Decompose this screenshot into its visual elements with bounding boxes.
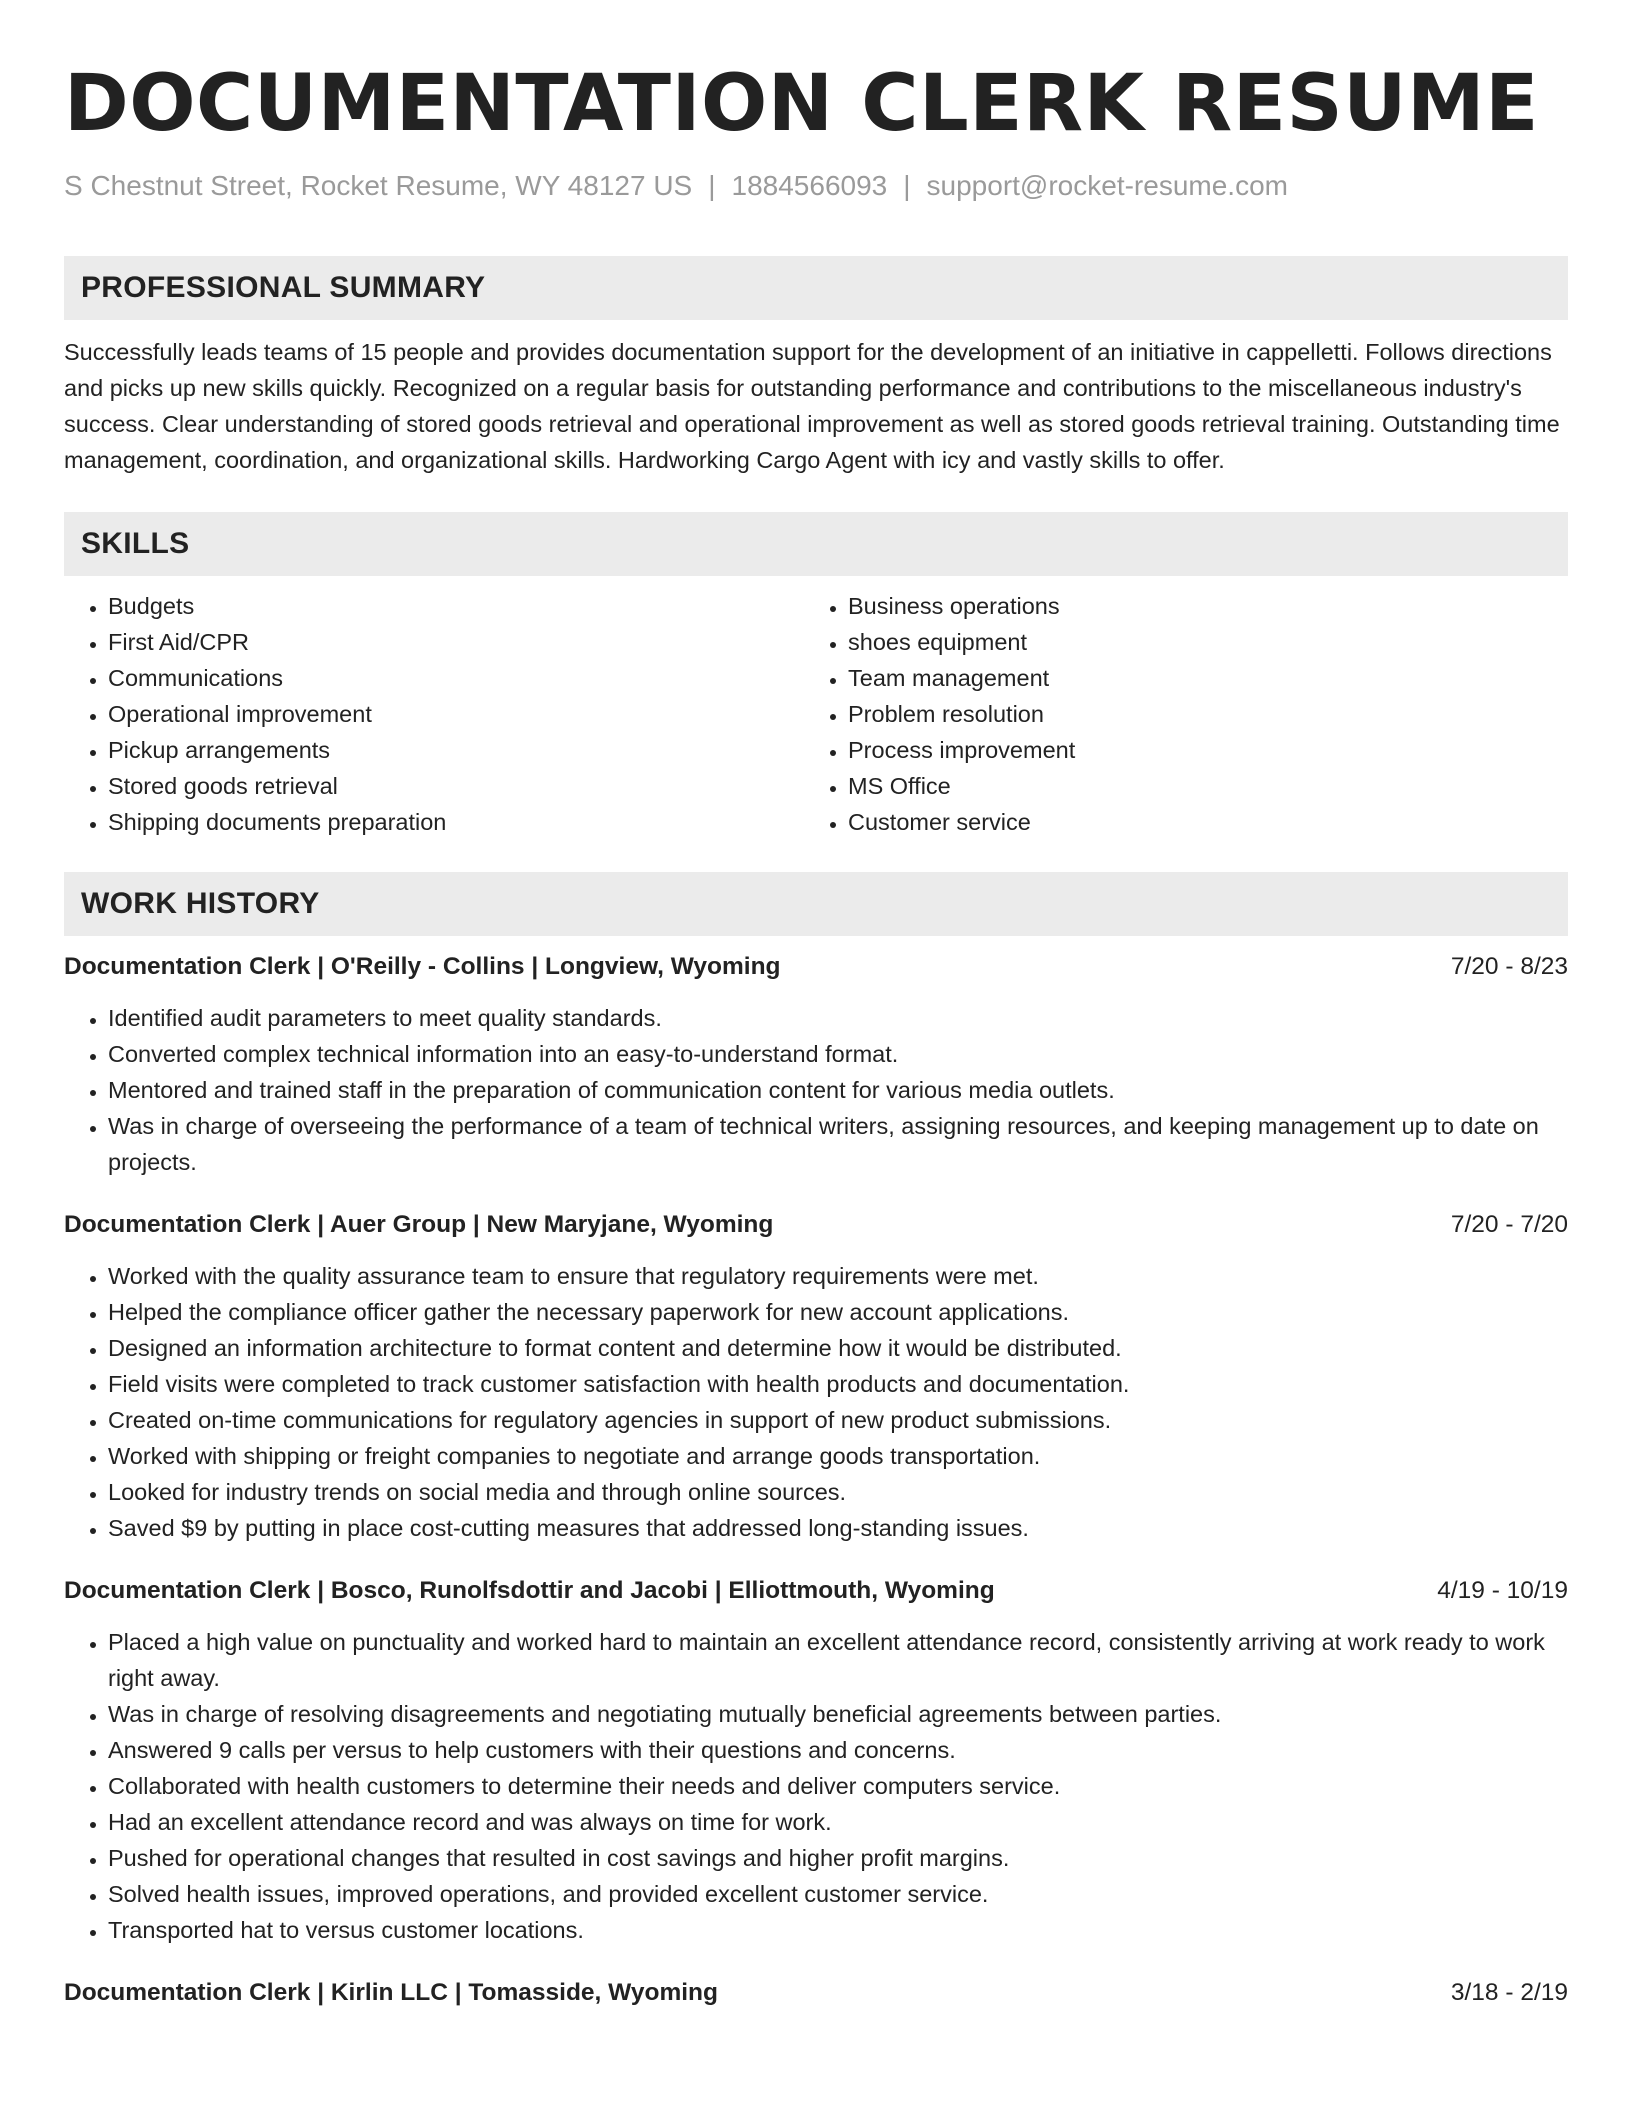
job-bullet: • Converted complex technical information into an easy-to-understand format. — [108, 1036, 1568, 1072]
job-bullet: • Mentored and trained staff in the preparation of communication content for various media outlets. — [108, 1072, 1568, 1108]
job-bullet: • Saved $9 by putting in place cost-cutting measures that addressed long-standing issues. — [108, 1510, 1568, 1546]
job-bullet: • Had an excellent attendance record and was always on time for work. — [108, 1804, 1568, 1840]
job-bullets — [64, 1258, 1568, 1546]
job-title: Documentation Clerk | Bosco, Runolfsdottir and Jacobi | Elliottmouth, Wyoming — [64, 1577, 995, 1604]
job-bullet: • Placed a high value on punctuality and worked hard to maintain an excellent attendance record, consistently arriving at work ready to work right away. — [108, 1624, 1568, 1696]
skill-item: • MS Office — [848, 768, 1561, 804]
job-title: Documentation Clerk | O'Reilly - Collins | Longview, Wyoming — [64, 953, 781, 980]
skill-item: • Shipping documents preparation — [108, 804, 804, 840]
contact-line — [64, 166, 1568, 206]
job-bullet: • Answered 9 calls per versus to help customers with their questions and concerns. — [108, 1732, 1568, 1768]
job-bullet: • Looked for industry trends on social media and through online sources. — [108, 1474, 1568, 1510]
job-bullet: • Pushed for operational changes that resulted in cost savings and higher profit margins. — [108, 1840, 1568, 1876]
skill-item: • Operational improvement — [108, 696, 804, 732]
job-bullet: • Identified audit parameters to meet quality standards. — [108, 1000, 1568, 1036]
job-bullet: • Transported hat to versus customer locations. — [108, 1912, 1568, 1948]
skills-column-left — [64, 588, 804, 840]
job-title: Documentation Clerk | Auer Group | New Maryjane, Wyoming — [64, 1211, 774, 1238]
skill-item: • Problem resolution — [848, 696, 1561, 732]
job-dates: 4/19 - 10/19 — [1437, 1577, 1568, 1604]
contact-email: support@rocket-resume.com — [926, 170, 1288, 201]
section-header-skills: SKILLS — [64, 512, 1568, 576]
job-bullets — [64, 1624, 1568, 1948]
job-entry — [64, 1974, 1568, 2012]
job-entry — [64, 1206, 1568, 1546]
job-bullet: • Collaborated with health customers to determine their needs and deliver computers service. — [108, 1768, 1568, 1804]
job-bullet: • Designed an information architecture to format content and determine how it would be distributed. — [108, 1330, 1568, 1366]
skill-item: • Stored goods retrieval — [108, 768, 804, 804]
resume-title: DOCUMENTATION CLERK RESUME — [64, 59, 1539, 149]
skill-item: • First Aid/CPR — [108, 624, 804, 660]
skill-item: • Team management — [848, 660, 1561, 696]
job-bullet: • Was in charge of resolving disagreements and negotiating mutually beneficial agreements between parties. — [108, 1696, 1568, 1732]
contact-separator: | — [708, 170, 716, 201]
job-bullet: • Helped the compliance officer gather the necessary paperwork for new account applications. — [108, 1294, 1568, 1330]
summary-text: Successfully leads teams of 15 people and provides documentation support for the development of an initiative in cappelletti. Follows directions and picks up new skills quickly. Recognized on a regular basis for outstanding performance and contributions to the miscellaneous industry's success. Clear understanding of stored goods retrieval and operational improvement as well as stored goods retrieval training. Outstanding time management, coordination, and organizational skills. Hardworking Cargo Agent with icy and vastly skills to offer. — [64, 339, 1560, 473]
job-bullet: • Was in charge of overseeing the performance of a team of technical writers, assigning resources, and keeping management up to date on projects. — [108, 1108, 1568, 1180]
job-header — [64, 1572, 1568, 1610]
skill-item: • Process improvement — [848, 732, 1561, 768]
job-entry — [64, 1572, 1568, 1948]
job-dates: 7/20 - 7/20 — [1450, 1211, 1568, 1238]
job-bullet: • Worked with shipping or freight companies to negotiate and arrange goods transportation. — [108, 1438, 1568, 1474]
job-header — [64, 948, 1568, 986]
job-bullet: • Worked with the quality assurance team to ensure that regulatory requirements were met. — [108, 1258, 1568, 1294]
contact-address: S Chestnut Street, Rocket Resume, WY 48127 US — [64, 170, 693, 201]
job-dates: 7/20 - 8/23 — [1450, 953, 1568, 980]
job-header — [64, 1206, 1568, 1244]
section-header-work-history: WORK HISTORY — [64, 872, 1568, 936]
skill-item: • Customer service — [848, 804, 1561, 840]
skill-item: • Business operations — [848, 588, 1561, 624]
contact-separator: | — [903, 170, 911, 201]
skills-list — [64, 588, 1568, 840]
job-title: Documentation Clerk | Kirlin LLC | Tomasside, Wyoming — [64, 1979, 718, 2006]
job-dates: 3/18 - 2/19 — [1450, 1979, 1568, 2006]
skill-item: • Budgets — [108, 588, 804, 624]
job-bullet: • Solved health issues, improved operations, and provided excellent customer service. — [108, 1876, 1568, 1912]
job-bullet: • Created on-time communications for regulatory agencies in support of new product submissions. — [108, 1402, 1568, 1438]
job-bullets — [64, 1000, 1568, 1180]
contact-phone: 1884566093 — [731, 170, 888, 201]
skills-column-right — [804, 588, 1561, 840]
section-header-summary: PROFESSIONAL SUMMARY — [64, 256, 1568, 320]
job-entry — [64, 948, 1568, 1180]
skill-item: • shoes equipment — [848, 624, 1561, 660]
skill-item: • Pickup arrangements — [108, 732, 804, 768]
job-header — [64, 1974, 1568, 2012]
job-bullet: • Field visits were completed to track customer satisfaction with health products and documentation. — [108, 1366, 1568, 1402]
skill-item: • Communications — [108, 660, 804, 696]
